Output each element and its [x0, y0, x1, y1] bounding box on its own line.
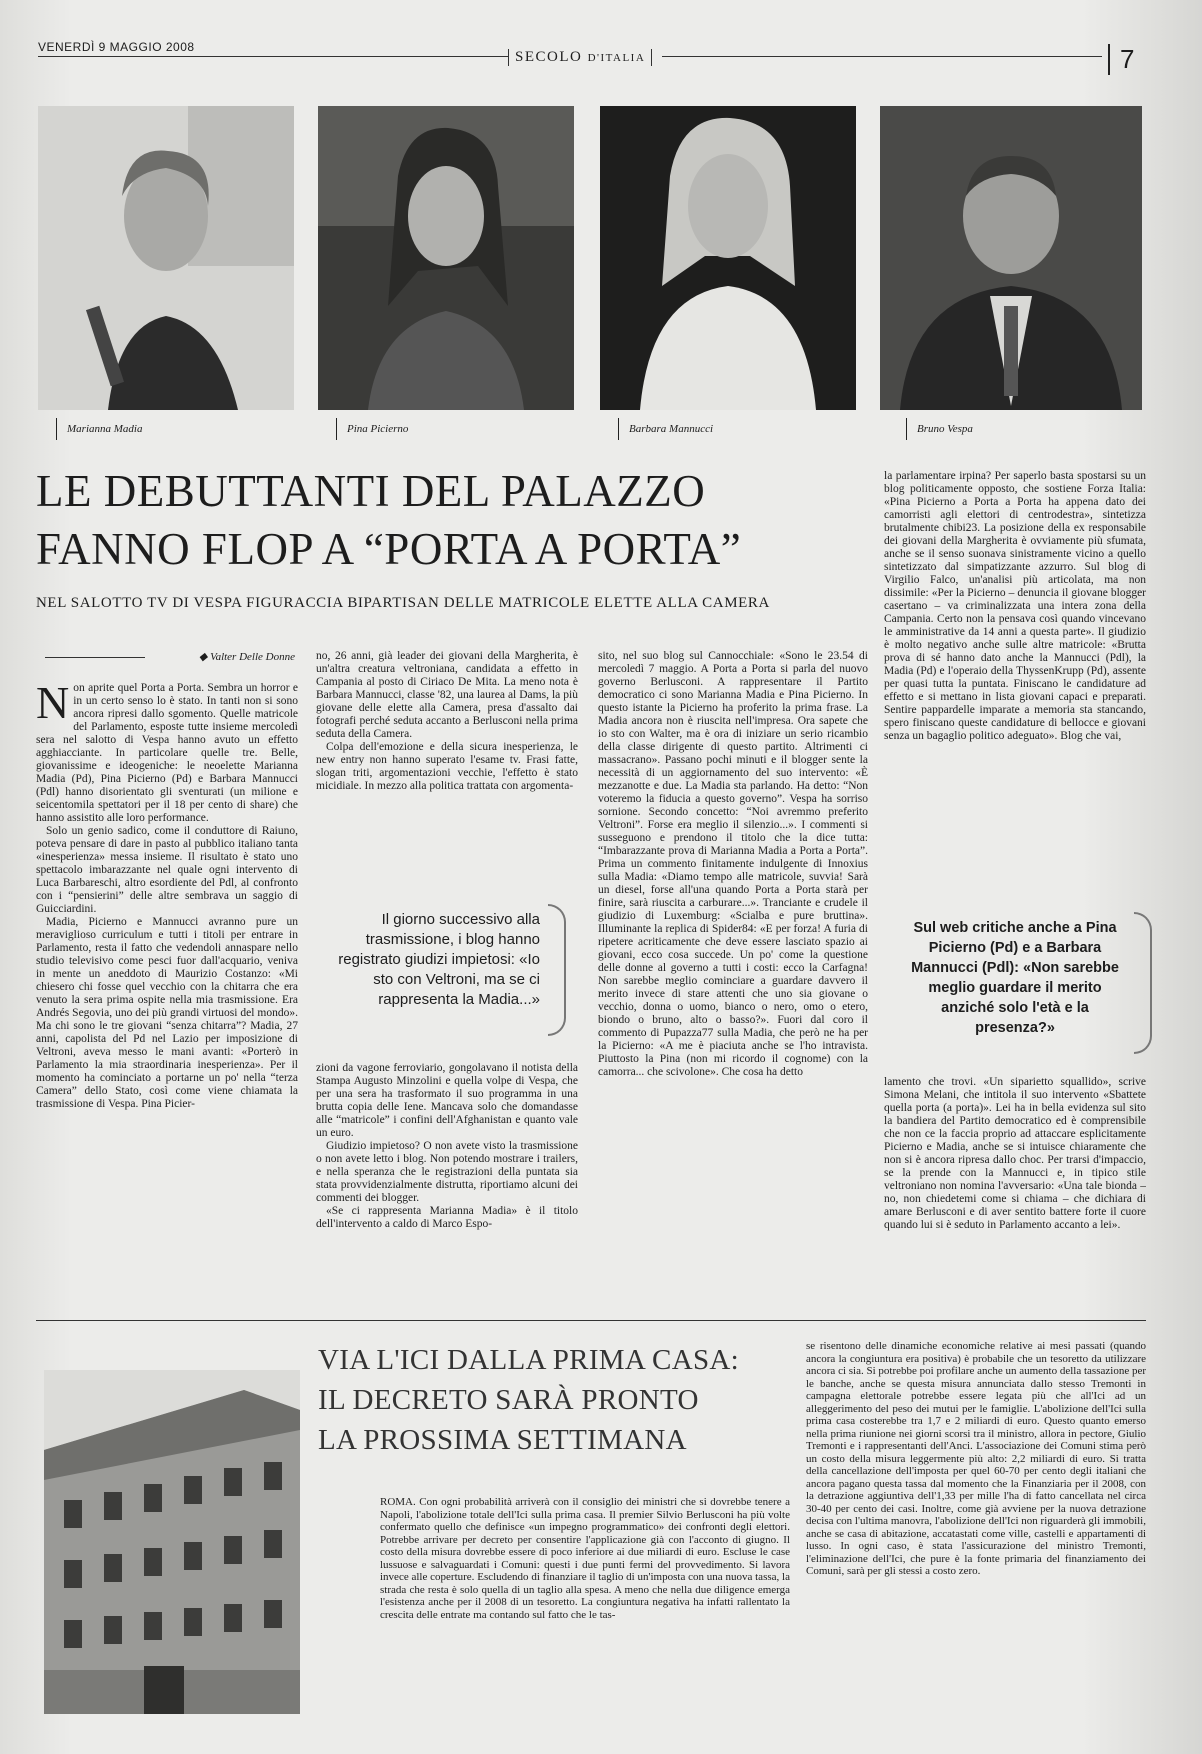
caption-vespa: Bruno Vespa: [906, 418, 973, 440]
title-line-2: FANNO FLOP A “PORTA A PORTA”: [36, 524, 742, 574]
caption-madia: Marianna Madia: [56, 418, 142, 440]
pull-quote-right-bracket: [1134, 912, 1152, 1054]
article-title: [36, 462, 741, 578]
col1-para-2: Solo un genio sadico, come il conduttore di Raiuno, poteva pensare di dare in pasto al pubblico italiano tanta «inesperienza» messa insieme. Il risultato è stato uno spettacolo imbarazzante nel quale ogni intervento di Luca Barbareschi, altro esordiente del Pdl, al confronto con i “pensierini” delle altre sembrava un saggio di Guicciardini.: [36, 825, 298, 915]
section-divider: [36, 1320, 1146, 1321]
col4-para-1: la parlamentare irpina? Per saperlo basta spostarsi su un blog politicamente opposto, che sostiene Forza Italia: «Pina Picierno a Porta a Porta ha appena dato dei camorristi agli elettori di centrodestra», sintetizza brutalmente chibi23. La posizione della ex responsabile dei giovani della Margherita è ovviamente più sfumata, anche se il senso suonava sinistramente vicino a quello sintetizzato dal simpatizzante azzurro. Sul blog di Virgilio Falco, un'analisi più articolata, ma non dissimile: «Per la Picierno – denuncia il giovane blogger casertano – va criminalizzata una intera zona della Campania. Certo non la pensava così quando vincevano le amministrative da 14 anni a questa parte». Il giudizio è molto negativo anche sulle altre matricole: «Brutta prova di sé hanno dato anche la Mannucci (Pdl), la Madia (Pd) e l'operaio della ThyssenKrupp (Pd), assente per quasi tutta la puntata. Finiscano le candidature ad effetto e si mettano in lista giovani capaci e preparati. Sentire pappardelle imparate a memoria sta stancando, spero finiscano queste candidature di bellocce e giovani senza un bagaglio politico adeguato». Blog che vai,: [884, 470, 1146, 742]
caption-mannucci: Barbara Mannucci: [618, 418, 713, 440]
article2-col-2: [806, 1340, 1146, 1716]
article2-para-1: ROMA. Con ogni probabilità arriverà con il consiglio dei ministri che si dovrebbe tenere a Napoli, l'abolizione totale dell'Ici sulla prima casa. Il premier Silvio Berlusconi ha più volte confermato quello che definisce «un impegno programmatico» dei confronti degli elettori. Potrebbe arrivare per decreto per consentire l'applicazione già con l'acconto di giugno. Il costo della misura dovrebbe essere di poco inferiore ai due miliardi di euro. Escluse le case lussuose e salvaguardati i Comuni: questi i due punti fermi del provvedimento. Si lavora invece alle coperture. Escludendo di finanziare il taglio di un'imposta con una nuova tassa, la strada che resta è solo quella di un taglio alla spesa. A meno che nella due diligence emerga l'esistenza anche per il 2008 di un tesoretto. La congiuntura negativa ha infatti rallentato la crescita delle entrate ma contando sul fatto che le tas-: [380, 1496, 790, 1621]
pull-quote: Il giorno successivo alla trasmissione, i blog hanno registrato giudizi impietosi: «Io sto con Veltroni, ma se ci rappresenta la Madia...»: [338, 911, 540, 1008]
masthead-suffix: D'ITALIA: [587, 52, 646, 64]
byline-author: Valter Delle Donne: [210, 651, 295, 663]
header-date: VENERDÌ 9 MAGGIO 2008: [38, 40, 195, 54]
col2-para-3: zioni da vagone ferroviario, gongolavano il notista della Stampa Augusto Minzolini e quella volpe di Vespa, che per una sera ha trasformato il suo programma in una brutta copia delle Iene. Mancava solo che domandasse alle “matricole” i confini dell'Afghanistan e quanto vale un euro.: [316, 1062, 578, 1139]
photo-picierno: [318, 106, 574, 410]
header-rule-right: [662, 56, 1102, 57]
article2-title-line-1: VIA L'ICI DALLA PRIMA CASA:: [318, 1344, 739, 1376]
photo-building: [44, 1370, 300, 1714]
masthead-name: SECOLO: [515, 49, 583, 65]
article-col-2-bottom: [316, 1062, 578, 1302]
article-col-3: [598, 650, 868, 1302]
col4-para-2: lamento che trovi. «Un siparietto squallido», scrive Simona Melani, che intitola il suo intervento «Sbattete quella porta (a porta)». Lei ha in bella evidenza sul sito la bandiera del Partito democratico ed è comprensibile che non ce la faccia proprio ad attaccare esplicitamente Picierno e Madia, anche se si intuisce chiaramente che non si è ancora ripresa dallo choc. Per trarsi d'impaccio, se la prende con la Mannucci e, in tipico stile veltroniano non nomina l'avversario: «Una tale bionda – no, non chiedetemi come si chiama – che dichiara di amare Berlusconi e di aver sentito battere forte il cuore quando lui si è seduto in Parlamento accanto a lei».: [884, 1076, 1146, 1231]
col1-para-1: on aprite quel Porta a Porta. Sembra un horror e in un certo senso lo è stato. In tanti non si sono ancora ripresi dallo sgomento. Quelle matricole del Parlamento, esposte tutte insieme mercoledì sera nel salotto di Vespa hanno avuto un effetto agghiacciante. In particolare quelle tre. Belle, giovanissime e ideogeniche: le neoelette Marianna Madia (Pd), Pina Picierno (Pd) e Barbara Mannucci (Pdl) hanno disorientato gli sventurati (un milione e seicentomila spettatori per il 18 per cento di share) che hanno assistito alle loro performance.: [36, 682, 298, 824]
page-number: 7: [1108, 44, 1134, 75]
title-line-1: LE DEBUTTANTI DEL PALAZZO: [36, 466, 706, 516]
article-col-2-top: [316, 650, 578, 880]
col1-para-3: Madia, Picierno e Mannucci avranno pure un meraviglioso curriculum e tutti i titoli per entrare in Parlamento, resta il fatto che vedendoli annaspare nello studio televisivo come pesci fuor dall'acquario, veniva in mente un aneddoto di Maurizio Costanzo: «Mi chiesero chi fosse quel vecchio con la chitarra che era venuto la sera prima ospite nella mia trasmissione. Era Andrés Segovia, uno dei più grandi virtuosi del mondo». Ma chi sono le tre giovani “senza chitarra”? Madia, 27 anni, capolista del Pd nel Lazio per imposizione di Veltroni, aveva messo le mani avanti: «Porterò in Parlamento la mia straordinaria inesperienza». Per il momento ha cominciato a portarne un po' nella “terza Camera” dello Stato, così come viene chiamata la trasmissione di Vespa. Pina Picier-: [36, 916, 298, 1110]
col2-para-1: no, 26 anni, già leader dei giovani della Margherita, è un'altra creatura veltroniana, candidata a effetto in Campania al posto di Ciriaco De Mita. La meno nota è Barbara Mannucci, classe '82, una laurea al Dams, la più giovane delle elette alla Camera, presa d'assalto dai fotografi perché seduta accanto a Berlusconi nella prima seduta della Camera.: [316, 650, 578, 740]
article2-title-line-2: IL DECRETO SARÀ PRONTO: [318, 1384, 699, 1416]
pull-quote-bracket: [548, 904, 566, 1036]
byline: ◆ Valter Delle Donne: [145, 650, 295, 663]
photo-mannucci: [600, 106, 856, 410]
photo-madia: [38, 106, 294, 410]
article2-col-1: [380, 1496, 790, 1716]
col2-para-2: Colpa dell'emozione e della sicura inesperienza, le new entry non hanno superato l'esame tv. Frasi fatte, slogan triti, argomentazioni vecchie, l'effetto è stato micidiale. In mezzo alla politica trattata con argomenta-: [316, 741, 578, 792]
article2-title: [318, 1340, 739, 1460]
pull-quote-right: Sul web critiche anche a Pina Picierno (Pd) e a Barbara Mannucci (Pdl): «Non sarebbe meglio guardare il merito anziché solo l'età e la presenza?»: [911, 920, 1119, 1036]
dropcap: N: [36, 682, 70, 728]
header-masthead: [508, 49, 652, 66]
article-subtitle: NEL SALOTTO TV DI VESPA FIGURACCIA BIPARTISAN DELLE MATRICOLE ELETTE ALLA CAMERA: [36, 595, 770, 611]
article-col-4-bottom: [884, 1076, 1146, 1304]
photo-vespa: [880, 106, 1142, 410]
article2-para-2: se risentono delle dinamiche economiche relative ai mesi passati (quando ancora la congiuntura era positiva) è probabile che un tesoretto da utilizzare ancora ci sia. Si potrebbe poi profilare anche un aumento della tassazione per le banche, anche se questa misura annunciata dallo stesso Tremonti in campagna elettorale potrebbe essere legata più che all'Ici ad un alleggerimento del peso dei mutui per le famiglie. L'abolizione dell'Ici sulla prima casa costerebbe tra 1,7 e 2 miliardi di euro. Questo quanto emerso nella prima riunione nei giorni scorsi tra il ministro, allora in pectore, Giulio Tremonti e i rappresentanti dell'Anci. L'associazione dei Comuni stima però un costo della misura leggermente più alto: 2,2 miliardi di euro. Si tratta della cancellazione dell'imposta per quel 60-70 per cento degli italiani che ancora pagano questa tassa dal momento che la Finanziaria per il 2008, con la detrazione aggiuntiva dell'1,33 per mille l'ha di fatto cancellata nel circa 30-40 per cento dei casi. Inoltre, come già avviene per la nuova detrazione decisa con l'ultima manovra, l'abolizione dell'Ici non riguarderà gli immobili, anche se casa di abitazione, accatastati come ville, castelli e appartamenti di lusso. In ogni caso, è stata l'assicurazione del ministro Tremonti, l'eliminazione dell'Ici, che pure è la fonte primaria del finanziamento dei Comuni, sarà per gli stessi a costo zero.: [806, 1340, 1146, 1577]
col2-para-4: Giudizio impietoso? O non avete visto la trasmissione o non avete letto i blog. Non potendo mostrare i trailers, e nella speranza che le registrazioni della puntata sia stata provvidenzialmente distrutta, riportiamo alcuni dei commenti dei blogger.: [316, 1140, 578, 1204]
article2-title-line-3: LA PROSSIMA SETTIMANA: [318, 1424, 687, 1456]
caption-picierno: Pina Picierno: [336, 418, 408, 440]
article-col-1: [36, 682, 298, 1302]
col2-para-5: «Se ci rappresenta Marianna Madia» è il titolo dell'intervento a caldo di Marco Espo-: [316, 1205, 578, 1230]
article-col-4-top: [884, 470, 1146, 892]
header-rule-left: [38, 56, 508, 57]
col3-para-1: sito, nel suo blog sul Cannocchiale: «Sono le 23.54 di mercoledì 7 maggio. A Porta a Porta si parla del nuovo governo Berlusconi. A rappresentare il Partito democratico ci sono Marianna Madia e Pina Picierno. In questo istante la Picierno ha proferito la prima frase. La Madia ancora non è riuscita nell'impresa. Ora sapete che io sto con Walter, ma è ora di iniziare un serio ricambio della classe dirigente di questo partito. Altrimenti ci massacrano». Passano pochi minuti e il blogger sente la necessità di un aggiornamento del suo intervento: «È mezzanotte e due. La Madia sta parlando. Ha detto: “Non voteremo la fiducia a questo governo”. Vespa ha sorriso sornione. Secondo concetto: “Noi avremmo preferito Veltroni”. Forse era meglio il silenzio...». I commenti si susseguono e prendono il titolo che la dice tutta: “Imbarazzante prova di Marianna Madia a Porta a Porta”. Prima un commento finitamente indulgente di Innoxius sulla Madia: «Diamo tempo alle matricole, suvvia! Sarà un diesel, forse all'una quando Porta a Porta starà per finire, sarà riuscita a carburare...». Tranciante e crudele il giudizio di Luxemburg: «Scialba e pure bruttina». Illuminante la replica di Spider84: «E per forza! A furia di ripetere acriticamente che deve essere lasciato spazio ai giovani, ecco cosa succede. Un po' come la questione delle donne al governo a tutti i costi: ecco la Carfagna! Non sarebbe meglio cominciare a guardare davvero il merito invece di stare attenti che uno sia giovane o vecchio, donna o uomo, bianco o nero, omo o etero, biondo o bruno, alto o basso?». Fuori dal coro il commento di Pupazza77 sulla Madia, che però ne ha per la Picierno: «A me è piaciuta anche se l'ho intravista. Piuttosto la Pina (non mi ricordo il cognome) con la camorra... che scivolone». Che cosa ha detto: [598, 650, 868, 1078]
